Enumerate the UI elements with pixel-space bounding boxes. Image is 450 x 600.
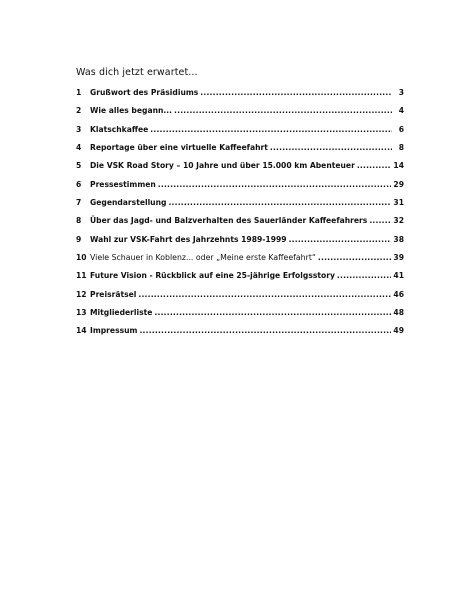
toc-entry — [76, 253, 404, 271]
toc-entry — [76, 180, 404, 198]
toc-entry-page: 31 — [393, 198, 404, 208]
toc-heading: Was dich jetzt erwartet... — [76, 67, 198, 78]
toc-entry-title: Viele Schauer in Koblenz... oder „Meine erste Kaffeefahrt“ — [90, 253, 316, 263]
toc-leader-dots — [168, 198, 391, 207]
toc-entry-page: 39 — [393, 253, 404, 263]
table-of-contents — [76, 88, 404, 345]
toc-entry-page: 6 — [398, 124, 404, 134]
toc-entry-title: Wahl zur VSK-Fahrt des Jahrzehnts 1989-1999 — [90, 234, 287, 244]
toc-entry-title: Die VSK Road Story – 10 Jahre und über 15.000 km Abenteuer — [90, 161, 355, 171]
toc-entry-page: 4 — [398, 106, 404, 116]
toc-entry-title: Klatschkaffee — [90, 124, 149, 134]
toc-entry-page: 8 — [398, 143, 404, 153]
toc-entry-number: 5 — [76, 161, 82, 171]
toc-entry-number: 8 — [76, 216, 82, 226]
toc-entry — [76, 88, 404, 106]
toc-entry-title: Grußwort des Präsidiums — [90, 88, 199, 97]
toc-entry-page: 32 — [393, 216, 404, 226]
toc-entry — [76, 198, 404, 216]
toc-entry — [76, 125, 404, 143]
toc-leader-dots — [270, 143, 392, 152]
toc-entry-title: Mitgliederliste — [90, 308, 153, 318]
toc-entry-page: 14 — [393, 161, 404, 171]
toc-leader-dots — [174, 106, 392, 115]
toc-entry-page: 38 — [393, 234, 404, 244]
toc-entry-page: 49 — [393, 326, 404, 336]
toc-entry-title: Preisrätsel — [90, 289, 137, 299]
toc-leader-dots — [150, 125, 392, 134]
toc-entry-page: 29 — [393, 179, 404, 189]
toc-entry — [76, 216, 404, 234]
toc-entry — [76, 326, 404, 344]
toc-leader-dots — [154, 308, 391, 317]
toc-entry-title: Über das Jagd- und Balzverhalten des Sauerländer Kaffeefahrers — [90, 216, 368, 226]
toc-leader-dots — [337, 271, 392, 280]
toc-leader-dots — [139, 326, 391, 335]
toc-leader-dots — [200, 88, 392, 97]
toc-leader-dots — [289, 235, 392, 244]
toc-entry-number: 1 — [76, 88, 82, 97]
toc-entry-number: 7 — [76, 198, 82, 208]
toc-entry-number: 6 — [76, 179, 82, 189]
toc-entry-number: 11 — [76, 271, 87, 281]
toc-leader-dots — [357, 161, 392, 170]
toc-entry-number: 13 — [76, 308, 87, 318]
toc-leader-dots — [318, 253, 392, 262]
toc-entry-page: 3 — [398, 88, 404, 97]
toc-entry-number: 14 — [76, 326, 87, 336]
toc-entry-title: Reportage über eine virtuelle Kaffeefahrt — [90, 143, 268, 153]
toc-entry-number: 2 — [76, 106, 82, 116]
toc-entry-page: 48 — [393, 308, 404, 318]
toc-leader-dots — [369, 216, 391, 225]
toc-entry-number: 12 — [76, 289, 87, 299]
toc-entry-page: 46 — [393, 289, 404, 299]
toc-entry-number: 9 — [76, 234, 82, 244]
toc-entry-number: 10 — [76, 253, 87, 263]
toc-entry-title: Pressestimmen — [90, 179, 156, 189]
toc-entry-title: Future Vision - Rückblick auf eine 25-jährige Erfolgsstory — [90, 271, 335, 281]
toc-entry-title: Impressum — [90, 326, 138, 336]
toc-entry — [76, 106, 404, 124]
toc-entry-title: Wie alles begann... — [90, 106, 173, 116]
toc-entry-page: 41 — [393, 271, 404, 281]
toc-leader-dots — [158, 180, 392, 189]
toc-entry-title: Gegendarstellung — [90, 198, 167, 208]
toc-entry — [76, 161, 404, 179]
toc-entry — [76, 235, 404, 253]
toc-entry-number: 3 — [76, 124, 82, 134]
toc-entry — [76, 271, 404, 289]
toc-entry — [76, 290, 404, 308]
toc-entry — [76, 143, 404, 161]
toc-leader-dots — [138, 290, 391, 299]
toc-entry-number: 4 — [76, 143, 82, 153]
toc-entry — [76, 308, 404, 326]
